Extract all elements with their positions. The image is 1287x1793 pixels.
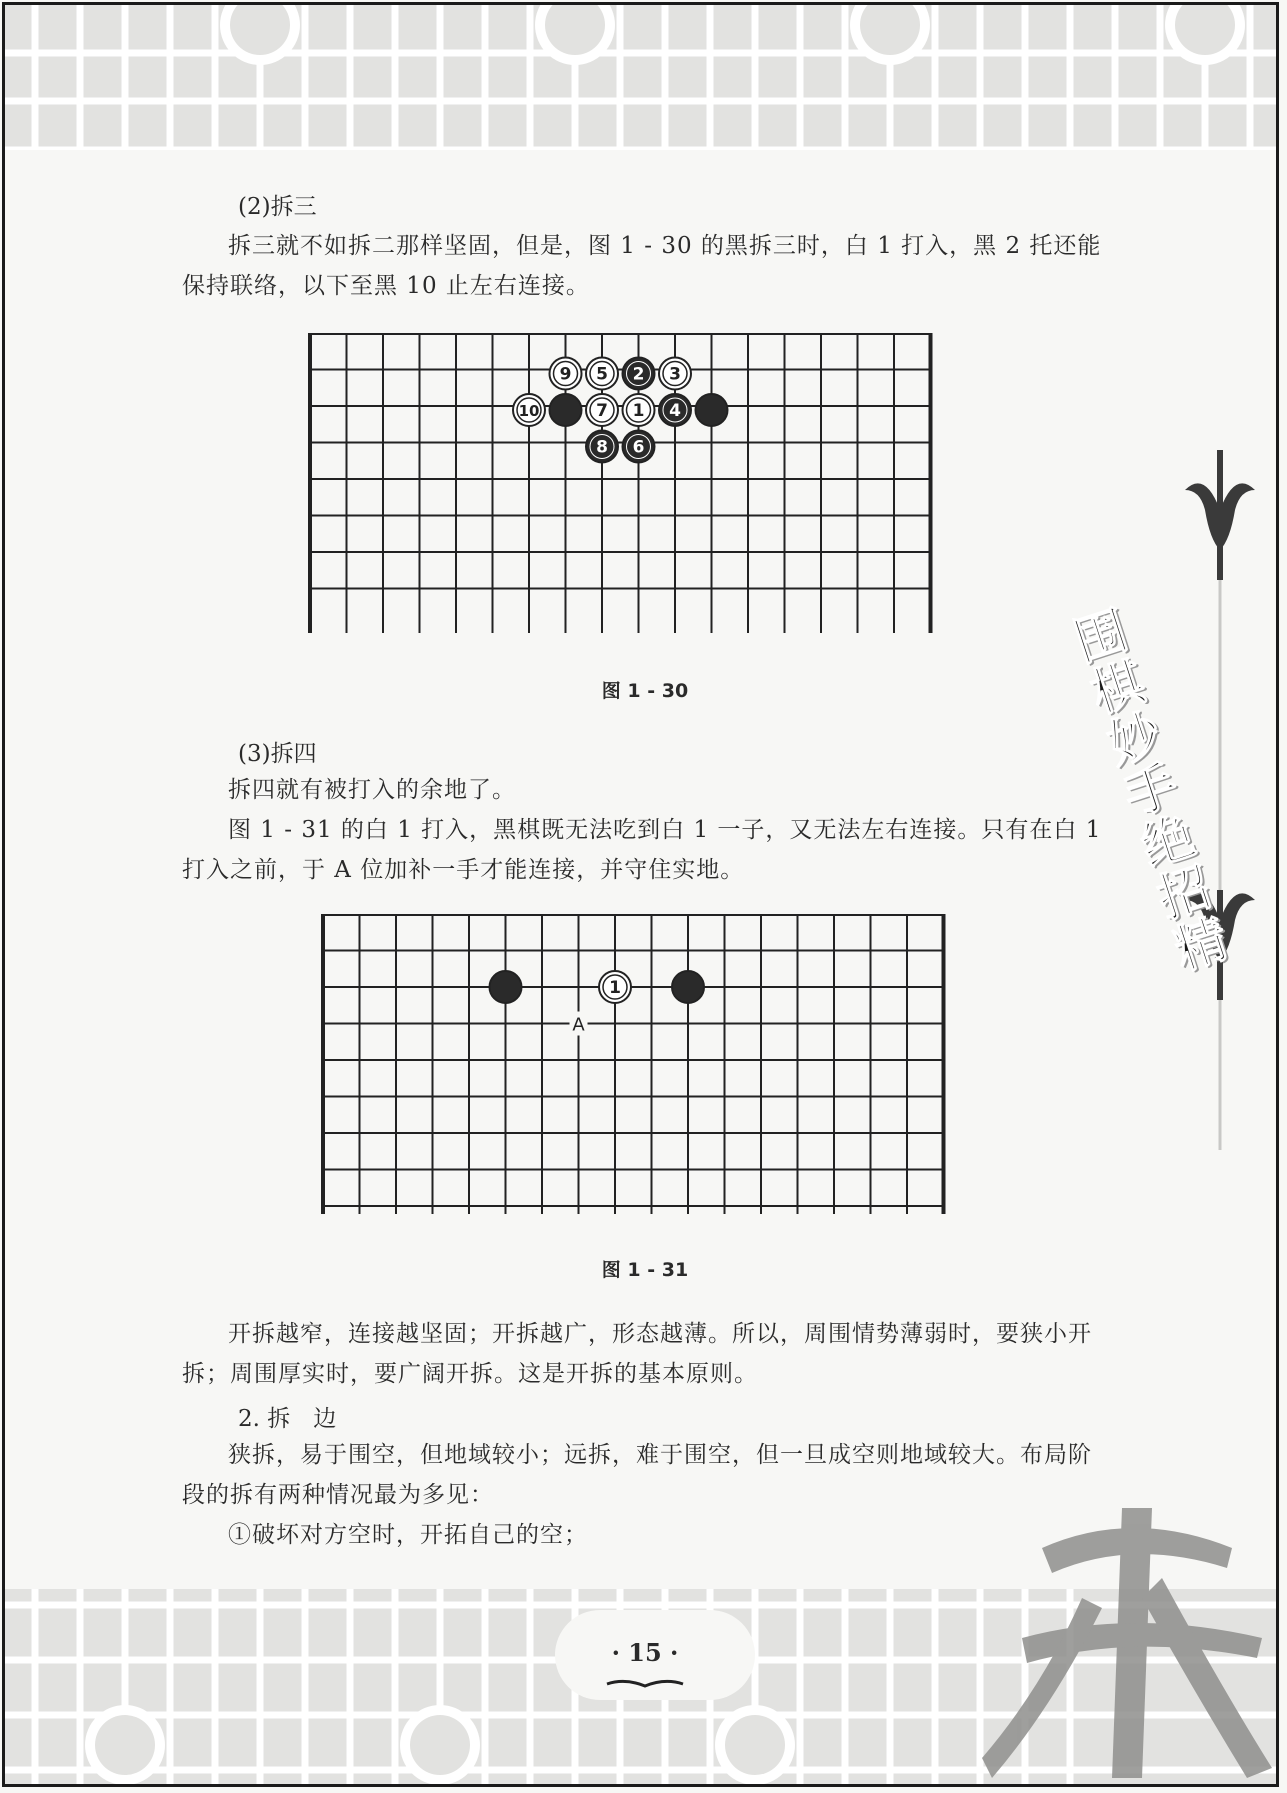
go-stone (586, 394, 618, 426)
svg-text:8: 8 (596, 437, 608, 458)
marker-a-label: A (572, 1014, 585, 1036)
go-stone (586, 358, 618, 390)
paragraph-line: 拆三就不如拆二那样坚固，但是，图 1 - 30 的黑拆三时，白 1 打入，黑 2 托还能保持联络，以下至黑 10 止左右连接。 (182, 233, 1102, 299)
go-stone (623, 358, 655, 390)
go-diagram-fig-1-31 (318, 914, 980, 1214)
go-stone (586, 431, 618, 463)
go-stone (659, 394, 691, 426)
svg-text:7: 7 (596, 401, 608, 421)
figure-caption-1-30: 图 1 - 30 (601, 680, 689, 702)
section-heading-chai-si: (3)拆四 (238, 741, 317, 767)
go-stone (672, 971, 704, 1003)
svg-text:6: 6 (632, 437, 645, 458)
go-stone (550, 394, 582, 426)
section-paragraph-chai-si (182, 770, 1112, 890)
svg-text:5: 5 (596, 364, 608, 385)
page-number: · 15 · (611, 1638, 679, 1667)
figure-caption-1-31: 图 1 - 31 (601, 1259, 689, 1281)
svg-text:1: 1 (609, 978, 621, 998)
svg-text:1: 1 (632, 401, 645, 421)
paragraph-line: 狭拆，易于围空，但地域较小；远拆，难于围空，但一旦成空则地域较大。布局阶段的拆有两种情况最为多见： (182, 1442, 1092, 1508)
go-stone (550, 358, 582, 390)
paragraph-line: 图 1 - 31 的白 1 打入，黑棋既无法吃到白 1 一子，又无法左右连接。只有在白 1 打入之前，于 A 位加补一手才能连接，并守住实地。 (182, 817, 1102, 883)
go-diagram-fig-1-30 (305, 333, 985, 633)
svg-text:2: 2 (632, 364, 645, 385)
go-stone (490, 971, 522, 1003)
go-stone (599, 971, 631, 1003)
svg-text:9: 9 (559, 364, 572, 385)
go-stone (659, 358, 691, 390)
svg-text:3: 3 (669, 364, 681, 385)
side-title-text: 围棋妙手绝招精 (1058, 602, 1233, 981)
chai-bian-paragraph (182, 1435, 1112, 1555)
paragraph-line: 开拆越窄，连接越坚固；开拆越广，形态越薄。所以，周围情势薄弱时，要狭小开拆；周围厚实时，要广阔开拆。这是开拆的基本原则。 (182, 1321, 1092, 1387)
section-heading-chai-bian: 2. 拆 边 (238, 1406, 337, 1432)
principle-paragraph (182, 1314, 1112, 1394)
section-paragraph-chai-san (182, 226, 1112, 306)
go-stone (623, 431, 655, 463)
go-stone (623, 394, 655, 426)
paragraph-line: ①破坏对方空时，开拓自己的空； (228, 1522, 588, 1548)
page-number-swash-ornament (605, 1676, 685, 1692)
section-heading-chai-san: (2)拆三 (238, 194, 317, 220)
paragraph-line: 拆四就有被打入的余地了。 (228, 777, 516, 803)
svg-text:10: 10 (518, 402, 540, 420)
svg-text:4: 4 (669, 401, 681, 421)
go-stone (696, 394, 728, 426)
go-stone (513, 394, 545, 426)
